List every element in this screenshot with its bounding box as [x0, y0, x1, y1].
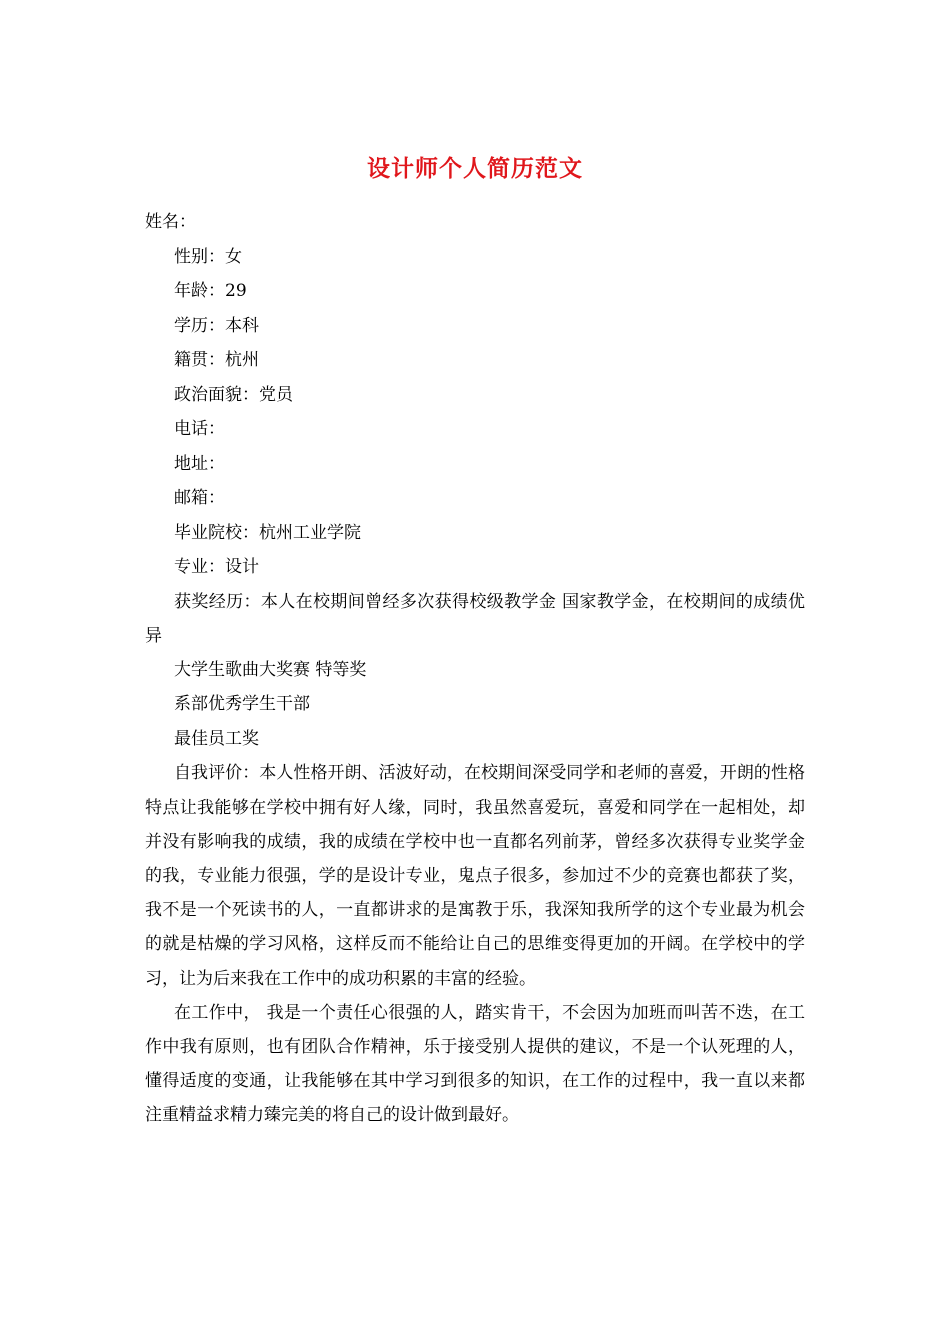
field-address: 地址：	[174, 453, 225, 474]
work-paragraph: 在工作中， 我是一个责任心很强的人，踏实肯干，不会因为加班而叫苦不迭，在工作中我有原则，也有团队合作精神，乐于接受别人提供的建议，不是一个认死理的人，懂得适度的变通，让我能够在其中学习到很多的知识，在工作的过程中，我一直以来都注重精益求精力臻完美的将自己的设计做到最好。	[145, 1002, 805, 1126]
self-evaluation: 自我评价：本人性格开朗、活波好动，在校期间深受同学和老师的喜爱，开朗的性格特点让我能够在学校中拥有好人缘，同时，我虽然喜爱玩，喜爱和同学在一起相处，却并没有影响我的成绩，我的成绩在学校中也一直都名列前茅，曾经多次获得专业奖学金的我，专业能力很强，学的是设计专业，鬼点子很多，参加过不少的竞赛也都获了奖，我不是一个死读书的人，一直都讲求的是寓教于乐，我深知我所学的这个专业最为机会的就是枯燥的学习风格，这样反而不能给让自己的思维变得更加的开阔。在学校中的学习，让为后来我在工作中的成功积累的丰富的经验。	[145, 763, 805, 989]
field-major: 专业：设计	[174, 557, 259, 577]
field-name: 姓名：	[145, 212, 196, 232]
award-item: 系部优秀学生干部	[174, 694, 310, 715]
field-email: 邮箱：	[174, 488, 225, 508]
page-title: 设计师个人简历范文	[367, 155, 583, 182]
field-phone: 电话：	[174, 419, 225, 439]
award-item: 最佳员工奖	[174, 728, 259, 749]
awards-intro: 获奖经历：本人在校期间曾经多次获得校级教学金 国家教学金，在校期间的成绩优异	[145, 591, 805, 646]
field-hometown: 籍贯：杭州	[174, 350, 259, 370]
field-school: 毕业院校：杭州工业学院	[174, 522, 361, 543]
field-gender: 性别：女	[174, 246, 242, 267]
field-political-status: 政治面貌：党员	[174, 384, 293, 405]
award-item: 大学生歌曲大奖赛 特等奖	[174, 659, 367, 680]
personal-info	[145, 205, 805, 585]
field-education: 学历：本科	[174, 315, 259, 336]
field-age: 年龄：29	[174, 281, 247, 301]
resume-page	[145, 150, 805, 1133]
